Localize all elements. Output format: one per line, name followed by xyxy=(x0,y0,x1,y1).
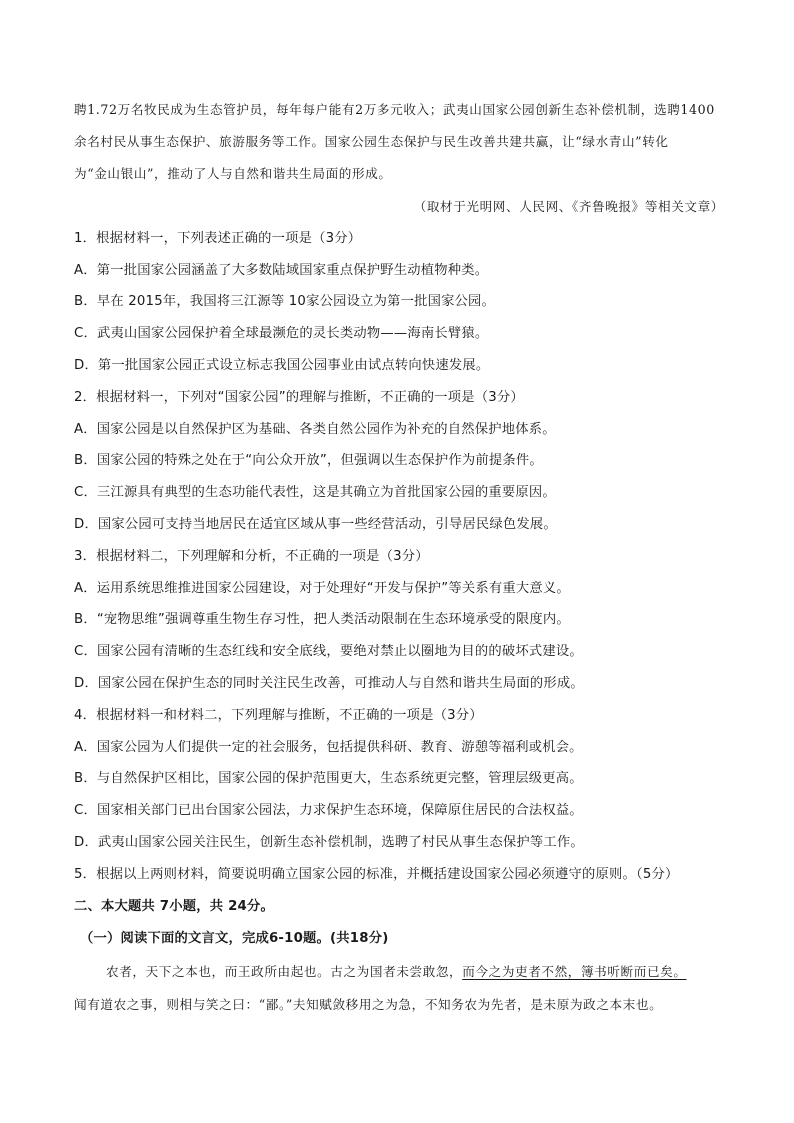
passage-line-1: 聘1.72万名牧民成为生态管护员，每年每户能有2万多元收入；武夷山国家公园创新生态补偿机制，选聘1400 xyxy=(74,102,715,117)
question-1-option-c: C．武夷山国家公园保护着全球最濒危的灵长类动物——海南长臂猿。 xyxy=(74,326,489,341)
question-2-option-b: B．国家公园的特殊之处在于“向公众开放”，但强调以生态保护作为前提条件。 xyxy=(74,453,543,468)
question-5-stem: 5．根据以上两则材料，简要说明确立国家公园的标准，并概括建设国家公园必须遵守的原则。（5分） xyxy=(74,867,679,882)
section-2-heading: 二、本大题共 7小题，共 24分。 xyxy=(74,899,274,914)
question-2-option-a: A．国家公园是以自然保护区为基础、各类自然公园作为补充的自然保护地体系。 xyxy=(74,422,556,437)
question-3-option-c: C．国家公园有清晰的生态红线和安全底线，要绝对禁止以圈地为目的的破坏式建设。 xyxy=(74,644,583,659)
source-citation: （取材于光明网、人民网、《齐鲁晚报》等相关文章） xyxy=(413,199,724,214)
question-4-option-b: B．与自然保护区相比，国家公园的保护范围更大，生态系统更完整，管理层级更高。 xyxy=(74,771,583,786)
section-2-subheading: （一）阅读下面的文言文，完成6-10题。(共18分) xyxy=(80,931,389,946)
classical-text-underlined: 而今之为吏者不然，簿书听断而已矣。 xyxy=(462,964,687,979)
question-3-option-b: B．“宠物思维”强调尊重生物生存习性，把人类活动限制在生态环境承受的限度内。 xyxy=(74,612,570,627)
question-2-option-c: C．三江源具有典型的生态功能代表性，这是其确立为首批国家公园的重要原因。 xyxy=(74,485,556,500)
question-4-option-a: A．国家公园为人们提供一定的社会服务，包括提供科研、教育、游憩等福利或机会。 xyxy=(74,740,583,755)
classical-text-line-1 xyxy=(106,962,726,982)
question-4-stem: 4．根据材料一和材料二，下列理解与推断，不正确的一项是（3分） xyxy=(74,708,483,723)
question-1-option-a: A．第一批国家公园涵盖了大多数陆域国家重点保护野生动植物种类。 xyxy=(74,263,489,278)
question-3-stem: 3．根据材料二，下列理解和分析，不正确的一项是（3分） xyxy=(74,549,429,564)
question-1-stem: 1．根据材料一，下列表述正确的一项是（3分） xyxy=(74,231,362,246)
question-3-option-d: D．国家公园在保护生态的同时关注民生改善，可推动人与自然和谐共生局面的形成。 xyxy=(74,676,584,691)
question-4-option-c: C．国家相关部门已出台国家公园法，力求保护生态环境，保障原住居民的合法权益。 xyxy=(74,803,583,818)
question-1-option-d: D．第一批国家公园正式设立标志我国公园事业由试点转向快速发展。 xyxy=(74,358,490,373)
question-2-option-d: D．国家公园可支持当地居民在适宜区域从事一些经营活动，引导居民绿色发展。 xyxy=(74,517,557,532)
classical-text-line-2: 闻有道农之事，则相与笑之曰：“鄙。”夫知赋敛移用之为急，不知务农为先者，是未原为政之本末也。 xyxy=(74,997,663,1012)
question-2-stem: 2．根据材料一，下列对“国家公园”的理解与推断，不正确的一项是（3分） xyxy=(74,390,524,405)
question-1-option-b: B．早在 2015年，我国将三江源等 10家公园设立为第一批国家公园。 xyxy=(74,294,496,309)
question-4-option-d: D．武夷山国家公园关注民生，创新生态补偿机制，选聘了村民从事生态保护等工作。 xyxy=(74,835,584,850)
question-3-option-a: A．运用系统思维推进国家公园建设，对于处理好“开发与保护”等关系有重大意义。 xyxy=(74,581,570,596)
classical-text-plain: 农者，天下之本也，而王政所由起也。古之为国者未尝敢忽， xyxy=(106,964,463,979)
passage-line-3: 为“金山银山”，推动了人与自然和谐共生局面的形成。 xyxy=(74,166,392,181)
passage-line-2: 余名村民从事生态保护、旅游服务等工作。国家公园生态保护与民生改善共建共赢，让“绿水青山”转化 xyxy=(74,134,669,149)
